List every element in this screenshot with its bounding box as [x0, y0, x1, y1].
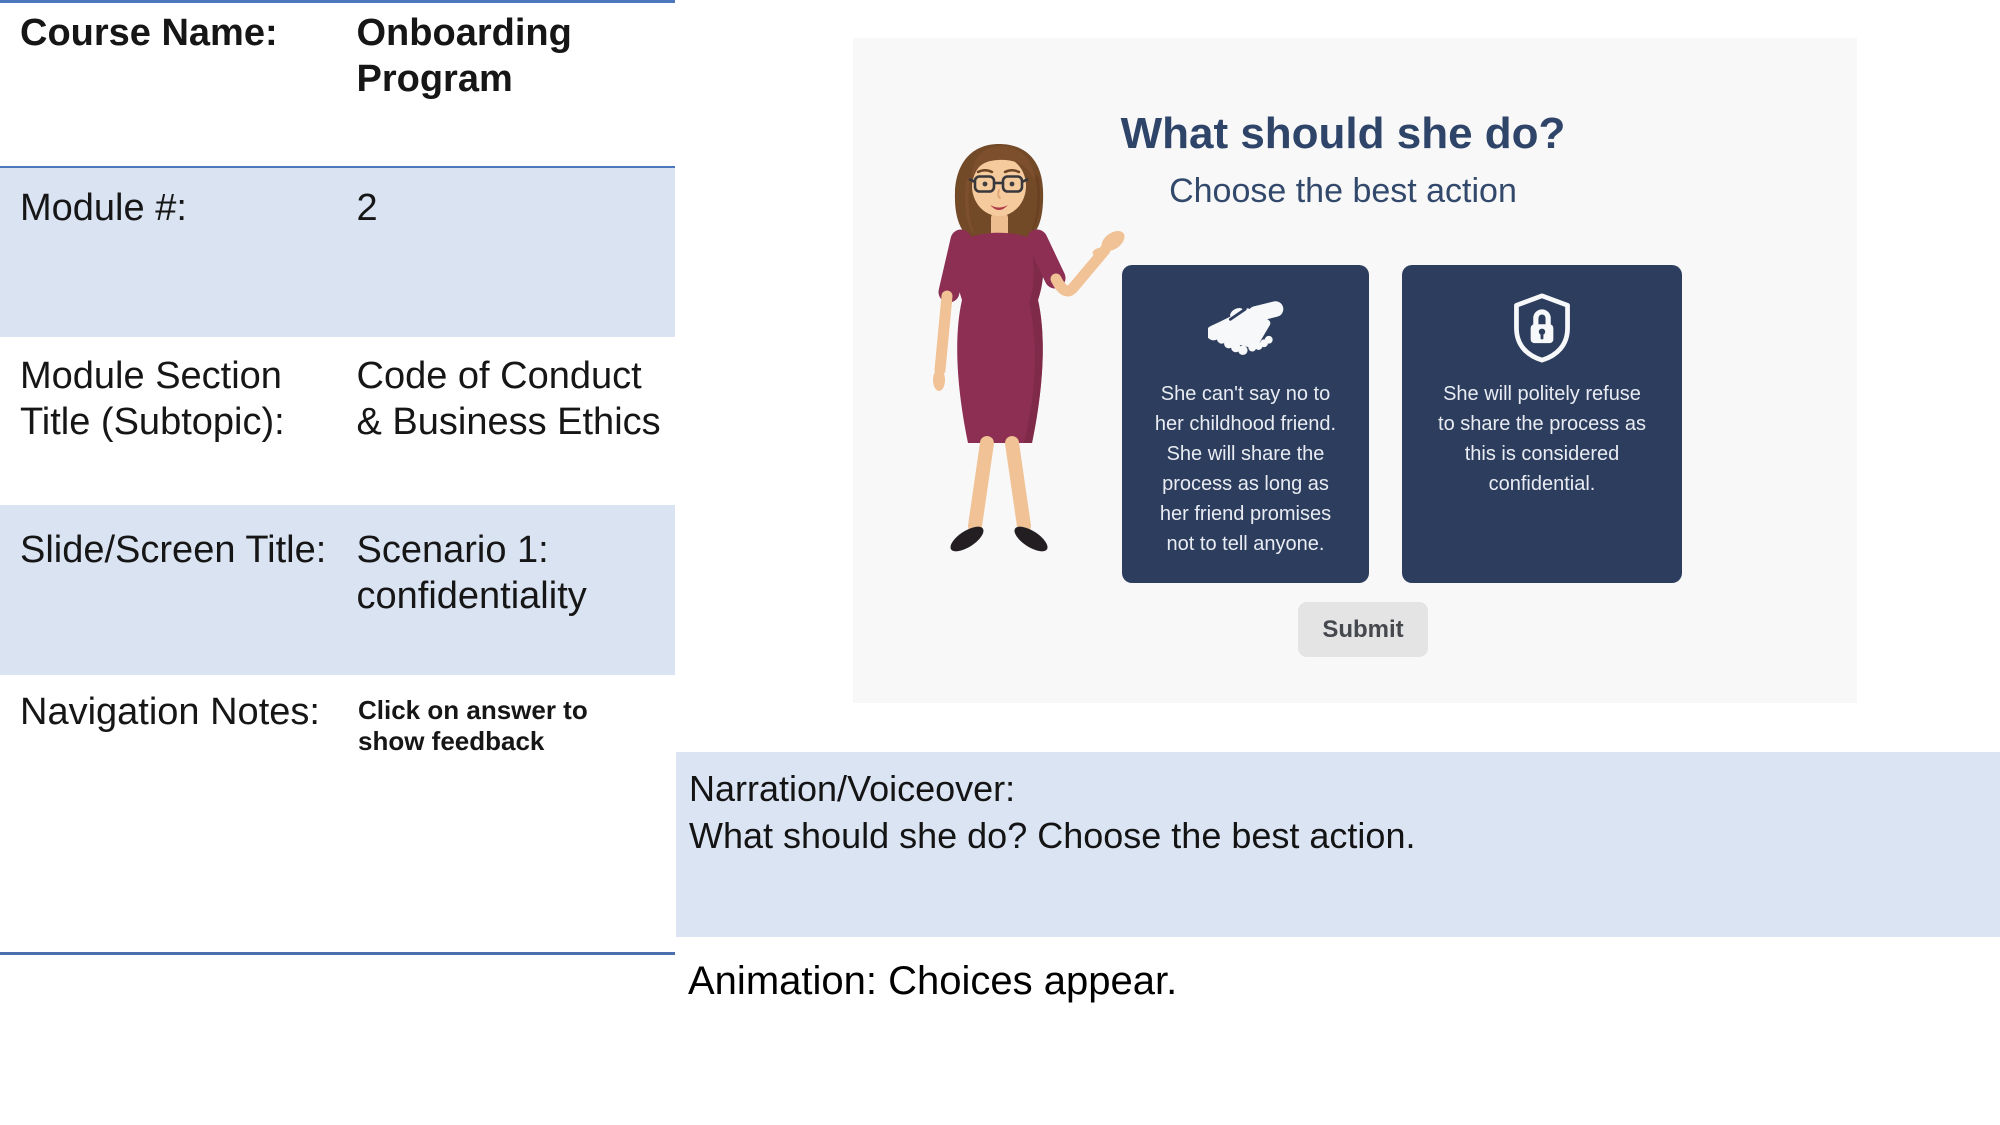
- row-label: Module Section Title (Subtopic):: [20, 355, 285, 443]
- handshake-icon: [1122, 295, 1369, 361]
- animation-note: Animation: Choices appear.: [688, 959, 1178, 1003]
- row-value: Onboarding Program: [356, 12, 572, 100]
- row-value: Code of Conduct & Business Ethics: [356, 355, 661, 443]
- row-value: Scenario 1: confidentiality: [356, 529, 587, 617]
- slide-title: What should she do?: [1120, 109, 1566, 158]
- row-value: Click on answer to show feedback: [358, 695, 588, 756]
- row-label: Module #:: [20, 187, 187, 229]
- table-row-slide-title: [0, 505, 675, 675]
- row-label: Slide/Screen Title:: [20, 529, 327, 571]
- slide-subtitle: Choose the best action: [1169, 172, 1517, 210]
- table-row-module-section: [0, 337, 675, 505]
- shield-lock-icon: [1402, 295, 1682, 361]
- choice-card-text: She can't say no to her childhood friend. She will share the process as long as her friend promises not to tell anyone.: [1154, 383, 1337, 555]
- presenter-character-illustration: [911, 138, 1151, 562]
- row-label: Course Name:: [20, 12, 278, 54]
- narration-label: Narration/Voiceover:: [689, 768, 1016, 809]
- table-row-module-number: [0, 168, 675, 337]
- row-label: Navigation Notes:: [20, 691, 320, 733]
- choice-card-text: She will politely refuse to share the process as this is considered confidential.: [1438, 383, 1646, 495]
- narration-box: [676, 752, 2000, 937]
- table-row-course-name: [0, 3, 675, 166]
- choice-card-share-process[interactable]: [1122, 265, 1369, 583]
- submit-button[interactable]: Submit: [1298, 602, 1428, 657]
- narration-text: What should she do? Choose the best action.: [689, 815, 1416, 856]
- table-row-navigation-notes: [0, 675, 675, 952]
- table-bottom-border: [0, 952, 675, 955]
- choice-card-refuse[interactable]: [1402, 265, 1682, 583]
- row-value: 2: [356, 187, 378, 229]
- slide-preview: [853, 38, 1857, 703]
